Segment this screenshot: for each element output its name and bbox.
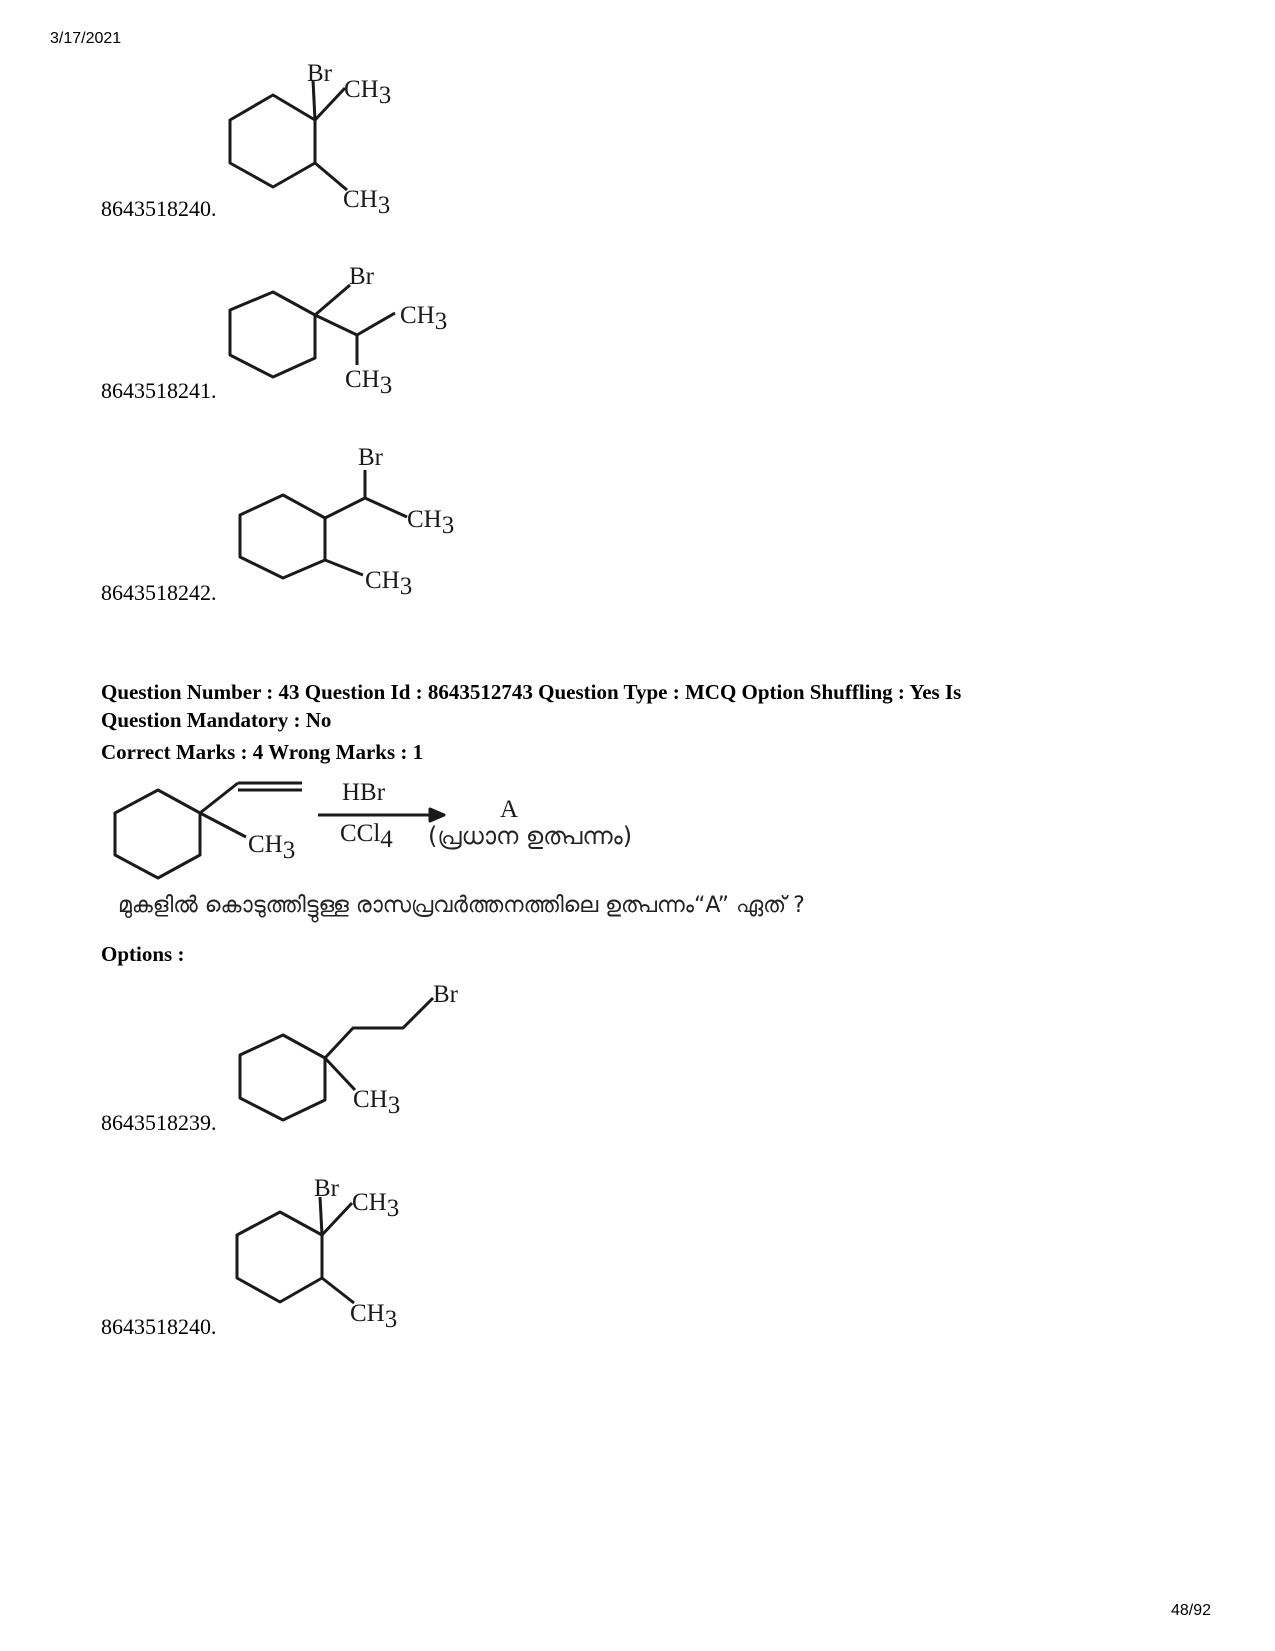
cyclohexane-ring <box>230 292 315 377</box>
option-id-8643518242: 8643518242. <box>101 580 217 605</box>
option-id-8643518240: 8643518240. <box>101 1314 217 1339</box>
cyclohexane-ring <box>240 495 325 578</box>
question-text: മുകളിൽ കൊടുത്തിട്ടുള്ള രാസപ്രവർത്തനത്തിലെ ഉത്പന്നം“A” ഏത് ? <box>118 893 805 918</box>
label-br: Br <box>349 263 374 290</box>
bond-ch3-top <box>322 1203 352 1235</box>
bond-ch3 <box>200 813 246 837</box>
reagent-top: HBr <box>342 779 386 806</box>
print-date: 3/17/2021 <box>50 30 122 47</box>
structure-option-8643518239 <box>235 980 475 1130</box>
option-id-8643518239: 8643518239. <box>101 1110 217 1135</box>
label-ch3: CH3 <box>353 1086 401 1119</box>
cyclohexane-ring <box>230 95 315 187</box>
label-ch3: CH3 <box>248 831 296 864</box>
reaction-arrow-head <box>430 809 444 821</box>
label-ch3-bottom: CH3 <box>345 366 393 399</box>
label-ch3-bottom: CH3 <box>343 186 391 219</box>
structure-option-8643518241 <box>225 255 465 405</box>
option-id-8643518240-prev: 8643518240. <box>101 196 217 221</box>
label-br: Br <box>314 1175 339 1202</box>
bond-ch3-right <box>357 313 395 335</box>
bond-side-chain <box>325 498 365 518</box>
cyclohexane-ring <box>240 1035 325 1120</box>
label-ch3-bottom: CH3 <box>350 1300 398 1333</box>
label-ch3-top: CH3 <box>352 1189 400 1222</box>
cyclohexane-ring <box>237 1212 322 1302</box>
bond-ch3-top <box>315 88 345 120</box>
label-ch3-bottom: CH3 <box>365 567 413 600</box>
bond-isopropyl <box>315 315 357 335</box>
question-meta-line-2: Question Mandatory : No <box>101 708 332 732</box>
product-note: (പ്രധാന ഉത്പന്നം) <box>428 822 633 850</box>
page-number: 48/92 <box>1171 1602 1212 1619</box>
label-br: Br <box>307 60 332 87</box>
label-br: Br <box>433 981 458 1008</box>
bond-br <box>320 1197 322 1235</box>
structure-option-8643518242 <box>235 445 475 605</box>
bond-vinyl <box>200 783 238 813</box>
label-br: Br <box>358 444 383 471</box>
label-ch3-right: CH3 <box>400 302 448 335</box>
label-ch3-right: CH3 <box>407 506 455 539</box>
options-label: Options : <box>101 942 185 966</box>
bond-ch3 <box>325 1058 355 1090</box>
question-meta-line-1: Question Number : 43 Question Id : 8643512743 Question Type : MCQ Option Shuffling : Yes Is <box>101 680 962 704</box>
question-marks: Correct Marks : 4 Wrong Marks : 1 <box>101 740 424 764</box>
reagent-bottom: CCl4 <box>340 820 393 853</box>
structure-option-8643518240 <box>232 1175 432 1335</box>
bond-ch3-right <box>365 498 407 517</box>
reactant-ring <box>115 790 200 878</box>
product-label: A <box>500 796 519 823</box>
bond-ch2ch2br <box>325 998 433 1058</box>
label-ch3-top: CH3 <box>344 76 392 109</box>
structure-option-8643518240-prev <box>225 60 425 220</box>
option-id-8643518241: 8643518241. <box>101 378 217 403</box>
bond-ch3-bottom <box>325 560 363 575</box>
bond-br <box>315 285 350 315</box>
